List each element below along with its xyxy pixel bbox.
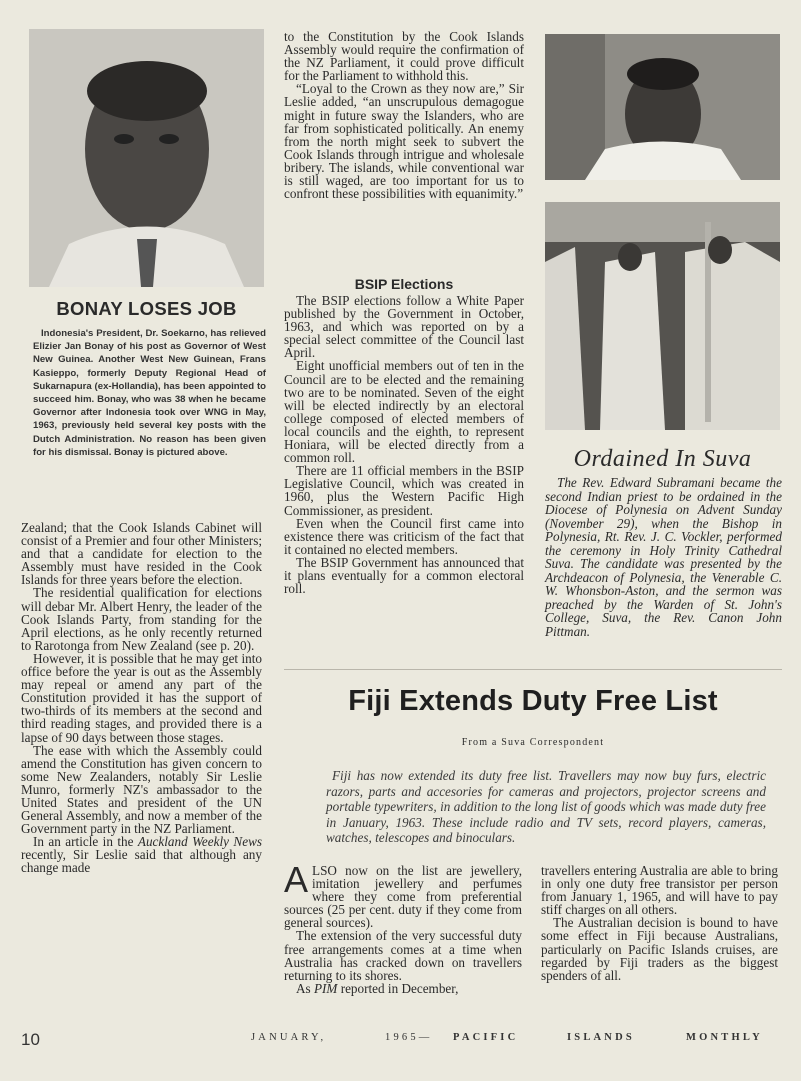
fiji-intro: Fiji has now extended its duty free list. Travellers may now buy furs, electric razors, parts and accesories for cameras and projectors, projector screens and portable typewriters, in addition to the long list of goods which was made duty free in January, 1963. These include radio and TV sets, record players, cameras, watches, telescopes and binoculars.: [326, 768, 766, 845]
cook-islands-left-column: [21, 521, 262, 875]
bsip-column: [284, 294, 524, 595]
paragraph: [284, 859, 522, 931]
publication-name: Auckland Weekly News: [137, 834, 262, 850]
footer-pub-1: PACIFIC: [453, 1032, 519, 1043]
publication-name: PIM: [313, 980, 338, 996]
bsip-heading: BSIP Elections: [354, 276, 454, 292]
paragraph: Zealand; that the Cook Islands Cabinet will consist of a Premier and four other Ministers; and that a candidate for election to the Assembly must have resided in the Cook Islands for three years before the election.: [21, 520, 262, 588]
paragraph: Even when the Council first came into existence there was criticism of the fact that it contained no elected members.: [284, 515, 524, 557]
paragraph: travellers entering Australia are able to bring in only one duty free transistor per person from January 1, 1965, and will have to pay stiff charges on all others.: [541, 863, 778, 918]
bonay-portrait-photo: [29, 29, 264, 287]
subramani-portrait-photo: [545, 34, 780, 180]
fiji-column-1: [284, 859, 522, 996]
footer-pub-3: MONTHLY: [686, 1032, 763, 1043]
fiji-column-2: [541, 864, 778, 982]
paragraph: The BSIP elections follow a White Paper published by the Government in October, 1963, and which was reported on by a special select committee of the Council last April.: [284, 293, 524, 361]
paragraph: The residential qualification for elections will debar Mr. Albert Henry, the leader of the Cook Islands Party, from standing for the April elections, as he only recently returned to Rarotonga from New Zealand (see p. 20).: [21, 585, 262, 653]
paragraph: There are 11 official members in the BSIP Legislative Council, which was created in 1960, plus the Western Pacific High Commissioner, as president.: [284, 463, 524, 518]
text: In an article in the: [33, 834, 138, 850]
paragraph: [284, 982, 522, 995]
paragraph: However, it is possible that he may get into office before the year is out as the Assembly may repeal or amend any part of the Constitution provided it has the support of two-thirds of its members at the second and third reading stages, and provided there is a lapse of 90 days between those stages.: [21, 650, 262, 745]
footer-pub-2: ISLANDS: [567, 1032, 635, 1043]
paragraph: The ease with which the Assembly could amend the Constitution has given concern to some New Zealanders, notably Sir Leslie Munro, formerly NZ's ambassador to the United States and president of the UN General Assembly, and now a member of the Government party in the NZ Parliament.: [21, 742, 262, 837]
paragraph: “Loyal to the Crown as they now are,” Sir Leslie added, “an unscrupulous demagogue might in future sway the Islanders, who are far from sophisticated politically. An enemy from the north might seek to subvert the Cook Islands through intrigue and wholesale bribery. The islands, while conventional war is still waged, are too important for us to confront these possibilities with equanimity.”: [284, 81, 524, 202]
footer-month: JANUARY,: [251, 1032, 327, 1043]
cook-islands-middle-column: [284, 30, 524, 200]
bonay-caption: Indonesia's President, Dr. Soekarno, has relieved Elizier Jan Bonay of his post as Governor of West New Guinea. Another West New Guinean, Frans Kasieppo, formerly Deputy Regional Head of Sukarnapura (ex-Hollandia), has been appointed to succeed him. Bonay, who was 38 when he became Governor after Indonesia took over WNG in May, 1963, previously held several key posts with the Dutch Administration. No reason has been given for his dismissal. Bonay is pictured above.: [33, 328, 266, 458]
page-number: 10: [21, 1030, 40, 1049]
section-divider: [284, 669, 782, 670]
paragraph: The extension of the very successful duty free arrangements comes at a time when Australia has cracked down on travellers returning to its shores.: [284, 928, 522, 983]
paragraph: Eight unofficial members out of ten in the Council are to be elected and the remaining two are to be nominated. Seven of the eight will be elected indirectly by an electoral college composed of elected members of local councils and the eighth, to represent Honiara, will be elected directly from a common roll.: [284, 358, 524, 466]
fiji-byline: From a Suva Correspondent: [461, 737, 605, 748]
suva-caption: The Rev. Edward Subramani became the second Indian priest to be ordained in the Diocese of Polynesia on Advent Sunday (November 29), when the Bishop in Polynesia, Rt. Rev. J. C. Vockler, performed the ceremony in Holy Trinity Cathedral Suva. The candidate was presented by the Archdeacon of Polynesia, the Venerable C. W. Whonsbon-Aston, and the sermon was preached by the Warden of St. John's College, Suva, the Rev. Canon John Pittman.: [545, 475, 782, 639]
ordination-ceremony-photo-icon: [545, 202, 780, 430]
drop-cap: A: [284, 859, 309, 900]
text: As: [296, 980, 314, 996]
text: LSO now on the list are jewellery, imitation jewellery and perfumes where they come from preferential sources (25 per cent. duty if they come from general sources).: [284, 863, 522, 931]
bonay-heading: BONAY LOSES JOB: [56, 298, 237, 319]
ordination-ceremony-photo: [545, 202, 780, 430]
paragraph: The Australian decision is bound to have some effect in Fiji because Australians, particularly on Pacific Islands cruises, are regarded by Fiji traders as the biggest spenders of all.: [541, 915, 778, 983]
text: reported in December,: [337, 980, 459, 996]
paragraph: [21, 835, 262, 874]
paragraph: The BSIP Government has announced that it plans eventually for a common electoral roll.: [284, 554, 524, 597]
paragraph: to the Constitution by the Cook Islands Assembly would require the confirmation of the NZ Parliament, it could prove difficult for the Parliament to withhold this.: [284, 29, 524, 84]
footer-year: 1965—: [385, 1032, 433, 1043]
text: recently, Sir Leslie said that although any change made: [21, 847, 262, 876]
portrait-photo-bonay-icon: [29, 29, 264, 287]
fiji-heading: Fiji Extends Duty Free List: [348, 685, 718, 717]
suva-heading: Ordained In Suva: [573, 446, 752, 472]
portrait-photo-subramani-icon: [545, 34, 780, 180]
